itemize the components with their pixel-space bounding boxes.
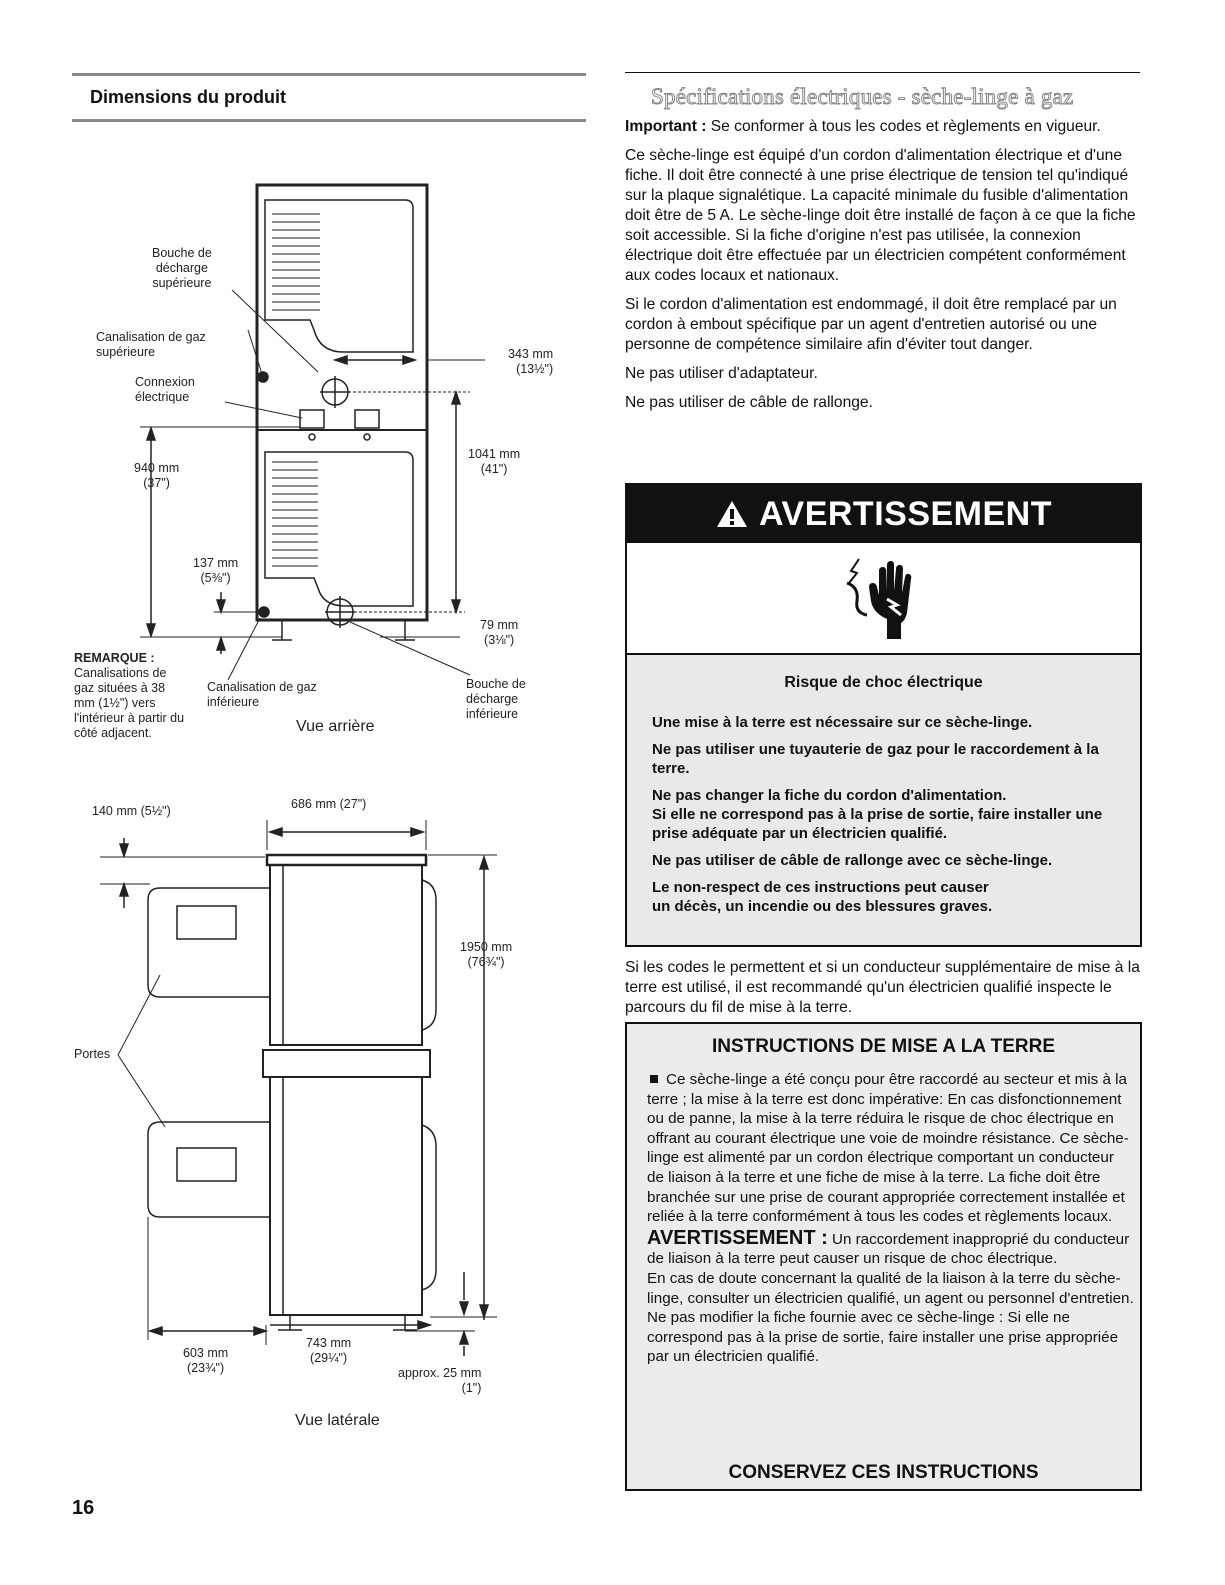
label-dim-140: 140 mm (5½")	[92, 804, 171, 818]
label-dim-1950: 1950 mm (76¾")	[460, 940, 513, 969]
label-dim-79: 79 mm (3⅛")	[480, 618, 519, 647]
label-dim-743: 743 mm (29¼")	[306, 1336, 352, 1365]
instructions-body	[647, 1070, 1134, 1367]
important-paragraph	[625, 117, 1143, 137]
bullet-icon	[650, 1075, 658, 1083]
page-number: 16	[72, 1497, 95, 1519]
section-rule-bottom	[72, 119, 586, 122]
warning-title: AVERTISSEMENT	[758, 494, 1052, 533]
instructions-doubt-paragraph: En cas de doute concernant la qualité de la liaison à la terre du sèche-linge, consulter un électricien qualifié, un agent ou personnel d'entretien. Ne pas modifier la fiche fournie avec ce sèche-linge : Si elle ne correspond pas à la prise de sortie, faire installer une prise appropriée par un électricien qualifié.	[647, 1269, 1134, 1366]
side-view-label: Vue latérale	[295, 1412, 380, 1429]
label-dim-603: 603 mm (23¾")	[183, 1346, 229, 1375]
label-upper-gas: Canalisation de gaz supérieure	[96, 330, 206, 359]
label-dim-686: 686 mm (27")	[291, 797, 367, 811]
warning-item-5: Le non-respect de ces instructions peut causer un décès, un incendie ou des blessures graves.	[652, 879, 993, 915]
warning-triangle-icon	[715, 499, 749, 529]
label-dim-25: approx. 25 mm (1")	[398, 1366, 482, 1395]
warning-box	[625, 483, 1142, 947]
grounding-instructions-box	[625, 1022, 1142, 1491]
label-dim-1041: 1041 mm (41")	[468, 447, 521, 476]
instructions-text: Ce sèche-linge a été conçu pour être raccordé au secteur et mis à la terre ; la mise à la terre est donc impérative: En cas disfonctionnement ou de panne, la mise à la terre réduira le risque de choc électrique en offrant au courant électrique une voie de moindre résistance. Ce sèche-linge est alimenté par un cordon électrique comportant un conducteur de liaison à la terre et une fiche de mise à la terre. La fiche doit être branchée sur une prise de courant appropriée correctement installée et reliée à la terre conformément à tous les codes et règlements locaux.	[647, 1071, 1129, 1226]
rear-view-label: Vue arrière	[296, 718, 375, 735]
warning-item-3: Ne pas changer la fiche du cordon d'alimentation. Si elle ne correspond pas à la prise de sortie, faire installer une prise adéquate par un électricien qualifié.	[652, 787, 1103, 842]
label-doors: Portes	[74, 1047, 111, 1061]
instructions-bullet-paragraph	[647, 1070, 1134, 1227]
note-title: REMARQUE :	[74, 651, 155, 665]
instructions-warning-label: AVERTISSEMENT :	[647, 1226, 828, 1249]
electric-shock-hand-icon	[839, 553, 929, 643]
section-title: Dimensions du produit	[90, 87, 286, 107]
label-lower-exhaust: Bouche de décharge inférieure	[466, 677, 526, 721]
warning-item-2: Ne pas utiliser une tuyauterie de gaz pour le raccordement à la terre.	[652, 741, 1099, 777]
warning-item-1: Une mise à la terre est nécessaire sur ce sèche-linge.	[652, 714, 1033, 731]
section-rule-top	[72, 73, 586, 76]
label-dim-137: 137 mm (5⅜")	[193, 556, 239, 585]
spec-text	[625, 117, 1143, 422]
instructions-warning-paragraph	[647, 1226, 1134, 1269]
label-electrical: Connexion électrique	[135, 375, 195, 404]
important-label: Important :	[625, 118, 707, 135]
after-warning-text	[625, 958, 1140, 1027]
warning-icon-area	[627, 543, 1140, 655]
label-lower-gas: Canalisation de gaz inférieure	[207, 680, 317, 709]
instructions-title: INSTRUCTIONS DE MISE A LA TERRE	[711, 1036, 1056, 1057]
label-top-exhaust: Bouche de décharge supérieure	[152, 246, 212, 290]
label-dim-940: 940 mm (37")	[134, 461, 180, 490]
spec-paragraph-3: Ne pas utiliser d'adaptateur.	[625, 365, 818, 382]
right-top-rule	[625, 72, 1140, 73]
warning-heading: Risque de choc électrique	[784, 674, 983, 691]
spec-paragraph-1: Ce sèche-linge est équipé d'un cordon d'alimentation électrique et d'une fiche. Il doit être connecté à une prise électrique de tension tel qu'indiqué sur la plaque signalétique. La capacité minimale du fusible d'alimentation doit être de 5 A. Le sèche-linge doit être installé de façon à ce que la fiche soit accessible. Si la fiche d'origine n'est pas utilisée, la connexion électrique doit être effectuée par un électricien compétent conformément aux codes locaux et nationaux.	[625, 147, 1136, 284]
important-text: Se conformer à tous les codes et règlements en vigueur.	[706, 118, 1101, 135]
spec-paragraph-2: Si le cordon d'alimentation est endommagé, il doit être remplacé par un cordon à embout spécifique par un agent d'entretien autorisé ou une personne de compétence similaire afin d'éviter tout danger.	[625, 296, 1117, 353]
warning-banner	[627, 485, 1140, 543]
warning-item-4: Ne pas utiliser de câble de rallonge avec ce sèche-linge.	[652, 852, 1053, 869]
note-body: Canalisations de gaz situées à 38 mm (1½") vers l'intérieur à partir du côté adjacent.	[74, 666, 185, 740]
instructions-warning-text: Un raccordement inapproprié du conducteur de liaison à la terre peut causer un risque de choc électrique.	[647, 1230, 1130, 1268]
warning-list	[652, 713, 1130, 924]
side-view-diagram	[0, 790, 600, 1430]
instructions-footer: CONSERVEZ CES INSTRUCTIONS	[728, 1462, 1039, 1483]
spec-paragraph-4: Ne pas utiliser de câble de rallonge.	[625, 394, 873, 411]
label-dim-343: 343 mm (13½")	[508, 347, 554, 376]
after-warning-paragraph: Si les codes le permettent et si un conducteur supplémentaire de mise à la terre est utilisé, il est recommandé qu'un électricien qualifié inspecte le parcours du fil de mise à la terre.	[625, 959, 1140, 1016]
spec-title: Spécifications électriques - sèche-linge à gaz	[651, 84, 1074, 109]
